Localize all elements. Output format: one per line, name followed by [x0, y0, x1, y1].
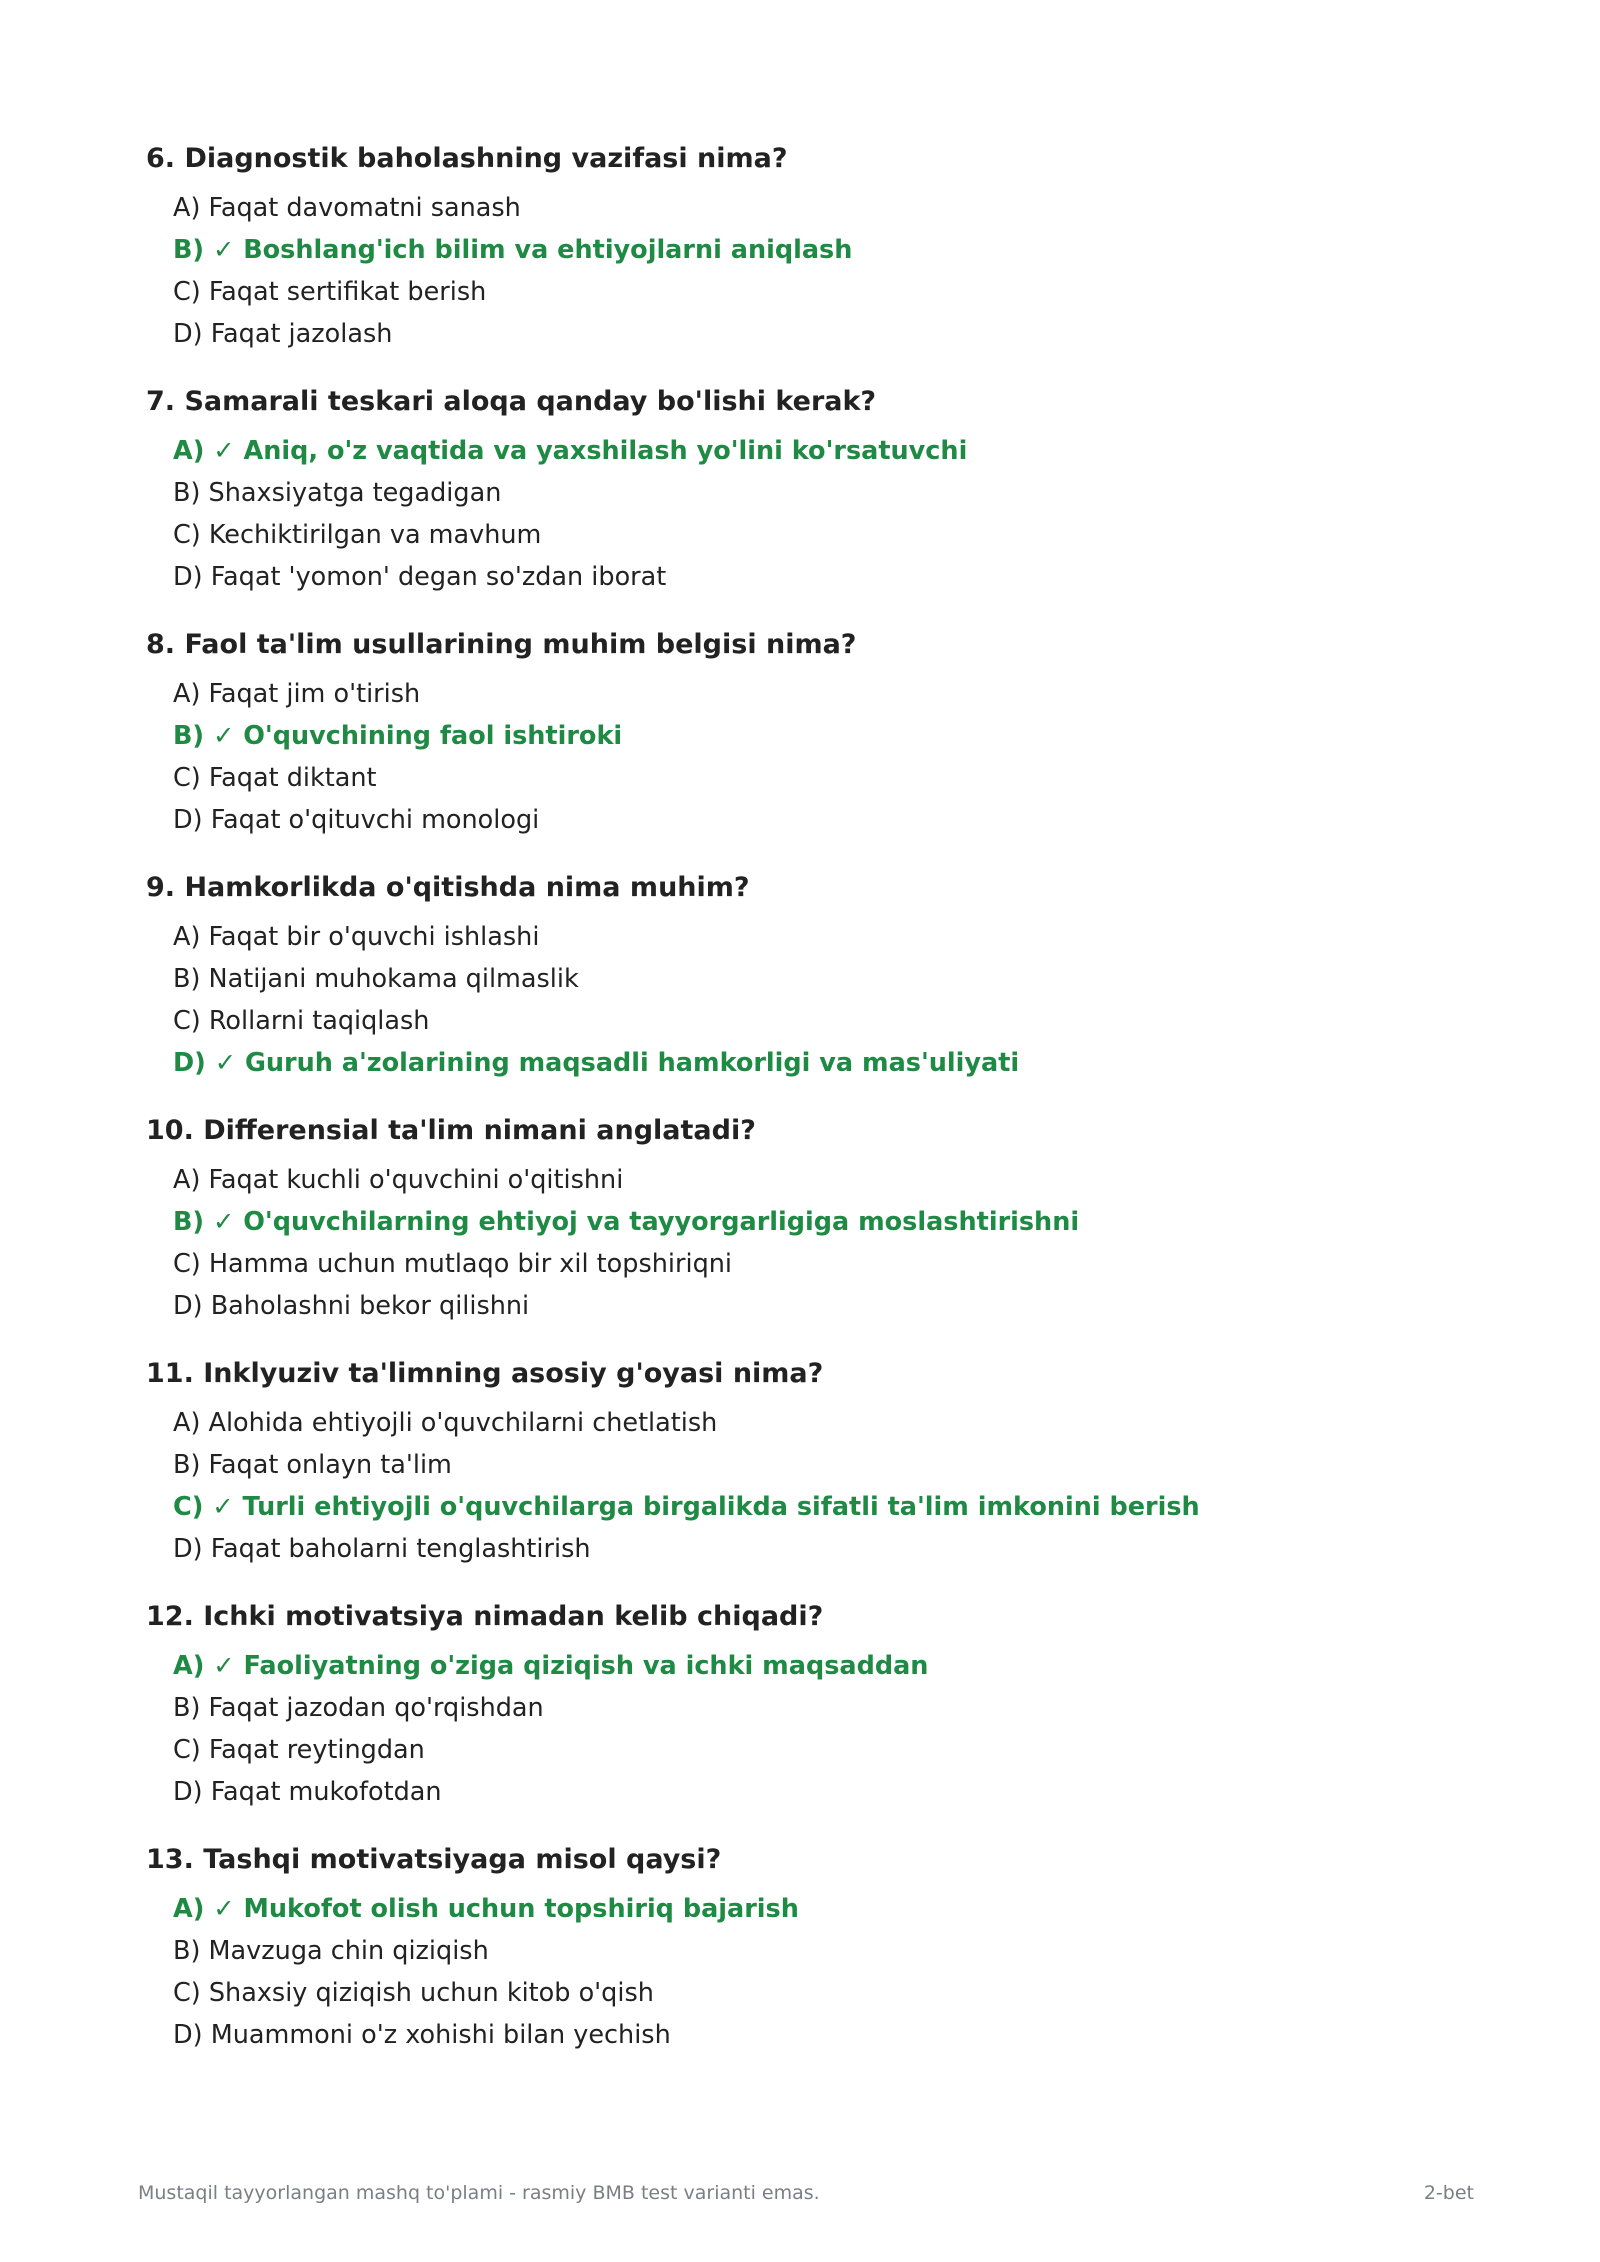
- answer-options: [146, 1645, 1476, 1813]
- answer-options: [146, 1402, 1476, 1570]
- answer-option: A) Faqat bir o'quvchi ishlashi: [173, 922, 540, 952]
- answer-option-correct: A) ✓ Faoliyatning o'ziga qiziqish va ichki maqsaddan: [173, 1651, 929, 1681]
- question-title: 13. Tashqi motivatsiyaga misol qaysi?: [146, 1844, 722, 1875]
- question-block: [146, 871, 1476, 1084]
- answer-option: D) Faqat baholarni tenglashtirish: [173, 1534, 591, 1564]
- answer-option: D) Faqat mukofotdan: [173, 1777, 442, 1807]
- question-title: 6. Diagnostik baholashning vazifasi nima?: [146, 143, 788, 174]
- question-title: 10. Differensial ta'lim nimani anglatadi?: [146, 1115, 756, 1146]
- answer-option: D) Muammoni o'z xohishi bilan yechish: [173, 2020, 671, 2050]
- answer-option: A) Faqat jim o'tirish: [173, 679, 421, 709]
- answer-option: C) Rollarni taqiqlash: [173, 1006, 430, 1036]
- answer-option: A) Faqat kuchli o'quvchini o'qitishni: [173, 1165, 624, 1195]
- answer-option: D) Baholashni bekor qilishni: [173, 1291, 530, 1321]
- page-number: 2-bet: [1423, 2182, 1474, 2204]
- answer-option: B) Faqat onlayn ta'lim: [173, 1450, 452, 1480]
- answer-option-correct: B) ✓ O'quvchining faol ishtiroki: [173, 721, 623, 751]
- answer-option: B) Mavzuga chin qiziqish: [173, 1936, 489, 1966]
- answer-option: A) Faqat davomatni sanash: [173, 193, 521, 223]
- answer-option-correct: B) ✓ Boshlang'ich bilim va ehtiyojlarni aniqlash: [173, 235, 853, 265]
- answer-option-correct: B) ✓ O'quvchilarning ehtiyoj va tayyorgarligiga moslashtirishni: [173, 1207, 1080, 1237]
- question-list: [146, 142, 1476, 2056]
- answer-option: C) Shaxsiy qiziqish uchun kitob o'qish: [173, 1978, 654, 2008]
- answer-option: D) Faqat 'yomon' degan so'zdan iborat: [173, 562, 667, 592]
- answer-option-correct: C) ✓ Turli ehtiyojli o'quvchilarga birgalikda sifatli ta'lim imkonini berish: [173, 1492, 1200, 1522]
- question-title: 11. Inklyuziv ta'limning asosiy g'oyasi nima?: [146, 1358, 824, 1389]
- question-block: [146, 628, 1476, 841]
- quiz-page: [146, 142, 1476, 2086]
- answer-option-correct: A) ✓ Mukofot olish uchun topshiriq bajarish: [173, 1894, 799, 1924]
- question-block: [146, 1600, 1476, 1813]
- answer-options: [146, 1159, 1476, 1327]
- question-block: [146, 1357, 1476, 1570]
- question-block: [146, 1114, 1476, 1327]
- answer-option: C) Kechiktirilgan va mavhum: [173, 520, 542, 550]
- answer-option: B) Faqat jazodan qo'rqishdan: [173, 1693, 544, 1723]
- answer-option: D) Faqat o'qituvchi monologi: [173, 805, 540, 835]
- answer-options: [146, 430, 1476, 598]
- page-footer: [138, 2182, 1474, 2204]
- answer-options: [146, 916, 1476, 1084]
- question-title: 7. Samarali teskari aloqa qanday bo'lishi kerak?: [146, 386, 877, 417]
- answer-option: C) Faqat sertifikat berish: [173, 277, 487, 307]
- answer-option: D) Faqat jazolash: [173, 319, 393, 349]
- question-block: [146, 385, 1476, 598]
- answer-option-correct: A) ✓ Aniq, o'z vaqtida va yaxshilash yo'lini ko'rsatuvchi: [173, 436, 968, 466]
- answer-option: C) Faqat diktant: [173, 763, 377, 793]
- answer-options: [146, 673, 1476, 841]
- answer-option: B) Shaxsiyatga tegadigan: [173, 478, 502, 508]
- answer-option: C) Faqat reytingdan: [173, 1735, 425, 1765]
- question-title: 9. Hamkorlikda o'qitishda nima muhim?: [146, 872, 750, 903]
- answer-option: C) Hamma uchun mutlaqo bir xil topshiriqni: [173, 1249, 732, 1279]
- answer-options: [146, 187, 1476, 355]
- answer-options: [146, 1888, 1476, 2056]
- question-block: [146, 1843, 1476, 2056]
- footer-note: Mustaqil tayyorlangan mashq to'plami - rasmiy BMB test varianti emas.: [138, 2182, 820, 2204]
- answer-option: B) Natijani muhokama qilmaslik: [173, 964, 579, 994]
- question-block: [146, 142, 1476, 355]
- answer-option: A) Alohida ehtiyojli o'quvchilarni chetlatish: [173, 1408, 718, 1438]
- question-title: 12. Ichki motivatsiya nimadan kelib chiqadi?: [146, 1601, 824, 1632]
- answer-option-correct: D) ✓ Guruh a'zolarining maqsadli hamkorligi va mas'uliyati: [173, 1048, 1020, 1078]
- question-title: 8. Faol ta'lim usullarining muhim belgisi nima?: [146, 629, 857, 660]
